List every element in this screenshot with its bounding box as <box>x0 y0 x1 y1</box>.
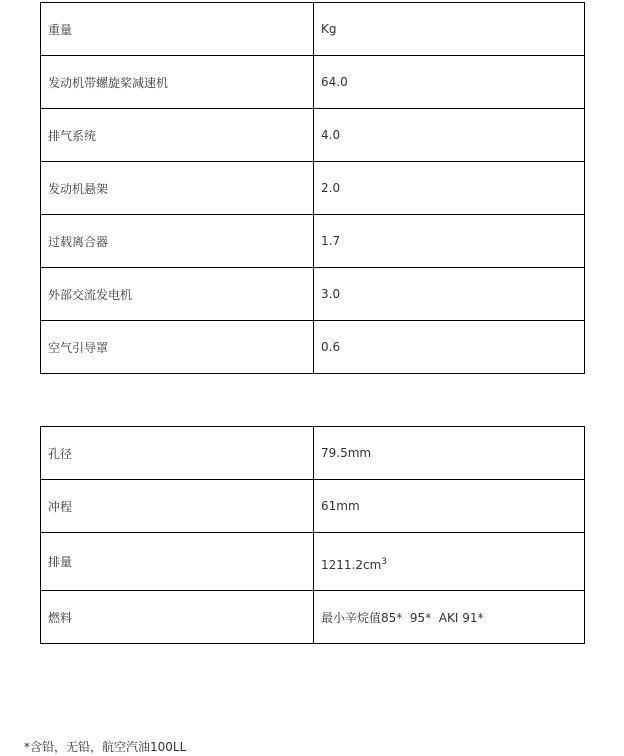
engine-spec-table <box>40 426 585 644</box>
row-label: 孔径 <box>41 427 314 480</box>
table-row <box>41 215 585 268</box>
table-row <box>41 3 585 56</box>
table-row <box>41 321 585 374</box>
footnote: *含铅，无铅，航空汽油100LL <box>24 740 187 754</box>
row-label: 排气系统 <box>41 109 314 162</box>
unit-superscript: 3 <box>381 556 388 567</box>
row-value: Kg <box>314 3 585 56</box>
row-label: 过载离合器 <box>41 215 314 268</box>
row-value: 64.0 <box>314 56 585 109</box>
row-value <box>314 533 585 591</box>
row-label: 冲程 <box>41 480 314 533</box>
row-value: 1.7 <box>314 215 585 268</box>
row-value: 0.6 <box>314 321 585 374</box>
row-label: 排量 <box>41 533 314 591</box>
row-value: 最小辛烷值85* 95* AKI 91* <box>314 591 585 644</box>
table-row <box>41 268 585 321</box>
table-row <box>41 56 585 109</box>
table-row <box>41 109 585 162</box>
row-value: 79.5mm <box>314 427 585 480</box>
row-value: 61mm <box>314 480 585 533</box>
table-row <box>41 427 585 480</box>
row-label: 燃料 <box>41 591 314 644</box>
row-label: 发动机悬架 <box>41 162 314 215</box>
table-row <box>41 162 585 215</box>
row-value: 4.0 <box>314 109 585 162</box>
row-label: 外部交流发电机 <box>41 268 314 321</box>
table-row <box>41 591 585 644</box>
table-row <box>41 533 585 591</box>
displacement-value: 1211.2cm <box>321 557 382 572</box>
weights-table <box>40 2 585 374</box>
row-value: 2.0 <box>314 162 585 215</box>
row-label: 重量 <box>41 3 314 56</box>
row-label: 发动机带螺旋桨减速机 <box>41 56 314 109</box>
row-value: 3.0 <box>314 268 585 321</box>
row-label: 空气引导罩 <box>41 321 314 374</box>
table-row <box>41 480 585 533</box>
